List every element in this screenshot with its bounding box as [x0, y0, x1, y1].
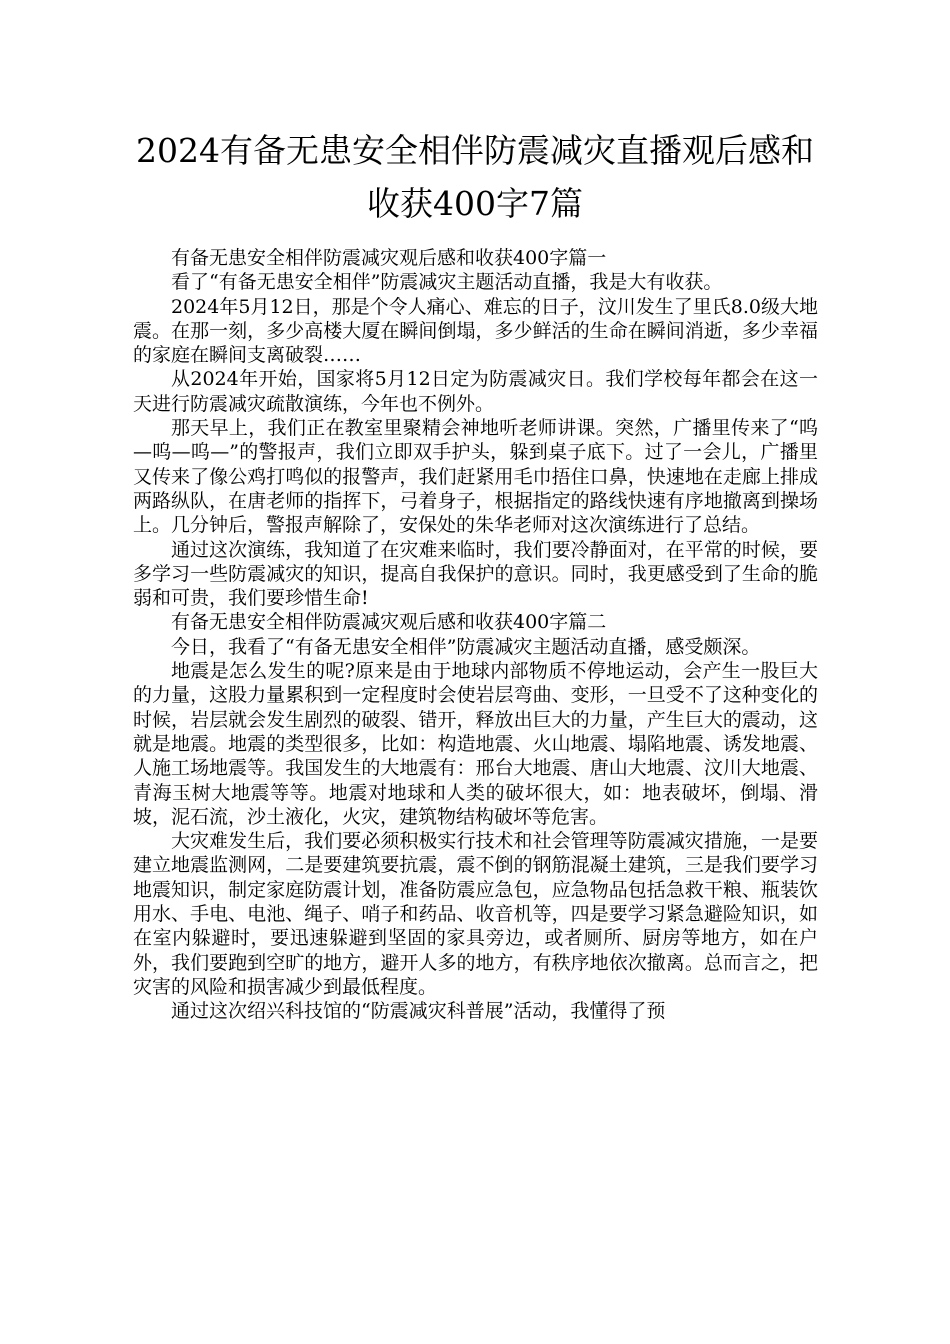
document-title: 2024有备无患安全相伴防震减灾直播观后感和收获400字7篇: [136, 131, 814, 223]
paragraph: 2024年5月12日，那是个令人痛心、难忘的日子，汶川发生了里氏8.0级大地震。在那一刻，多少高楼大厦在瞬间倒塌，多少鲜活的生命在瞬间消逝，多少幸福的家庭在瞬间支离破裂……: [133, 295, 818, 367]
paragraph: 从2024年开始，国家将5月12日定为防震减灾日。我们学校每年都会在这一天进行防震减灾疏散演练，今年也不例外。: [133, 368, 818, 415]
paragraph: 通过这次绍兴科技馆的“防震减灾科普展”活动，我懂得了预: [171, 1000, 666, 1023]
paragraph: 大灾难发生后，我们要必须积极实行技术和社会管理等防震减灾措施，一是要建立地震监测网，二是要建筑要抗震，震不倒的钢筋混凝土建筑，三是我们要学习地震知识，制定家庭防震计划，准备防震应急包，应急物品包括急救干粮、瓶装饮用水、手电、电池、绳子、哨子和药品、收音机等，四是要学习紧急避险知识，如在室内躲避时，要迅速躲避到坚固的家具旁边，或者厕所、厨房等地方，如在户外，我们要跑到空旷的地方，避开人多的地方，有秩序地依次撤离。总而言之，把灾害的风险和损害减少到最低程度。: [133, 830, 818, 998]
paragraph: 看了“有备无患安全相伴”防震减灾主题活动直播，我是大有收获。: [171, 271, 723, 294]
paragraph: 通过这次演练，我知道了在灾难来临时，我们要冷静面对，在平常的时候，要多学习一些防震减灾的知识，提高自我保护的意识。同时，我更感受到了生命的脆弱和可贵，我们要珍惜生命!: [133, 538, 818, 610]
paragraph: 那天早上，我们正在教室里聚精会神地听老师讲课。突然，广播里传来了“呜—呜—呜—”的警报声，我们立即双手护头，躲到桌子底下。过了一会儿，广播里又传来了像公鸡打鸣似的报警声，我们赶紧用毛巾捂住口鼻，快速地在走廊上排成两路纵队，在唐老师的指挥下，弓着身子，根据指定的路线快速有序地撤离到操场上。几分钟后，警报声解除了，安保处的朱华老师对这次演练进行了总结。: [133, 417, 818, 537]
paragraph: 地震是怎么发生的呢?原来是由于地球内部物质不停地运动，会产生一股巨大的力量，这股力量累积到一定程度时会使岩层弯曲、变形，一旦受不了这种变化的时候，岩层就会发生剧烈的破裂、错开，释放出巨大的力量，产生巨大的震动，这就是地震。地震的类型很多，比如：构造地震、火山地震、塌陷地震、诱发地震、人施工场地震等。我国发生的大地震有：邢台大地震、唐山大地震、汶川大地震、青海玉树大地震等等。地震对地球和人类的破坏很大，如：地表破坏，倒塌、滑坡，泥石流，沙土液化，火灾，建筑物结构破坏等危害。: [133, 660, 818, 828]
section-heading-1: 有备无患安全相伴防震减灾观后感和收获400字篇一: [171, 247, 607, 269]
section-heading-2: 有备无患安全相伴防震减灾观后感和收获400字篇二: [171, 611, 607, 634]
document-body: [133, 246, 818, 1024]
paragraph: 今日，我看了“有备无患安全相伴”防震减灾主题活动直播，感受颇深。: [171, 635, 761, 658]
